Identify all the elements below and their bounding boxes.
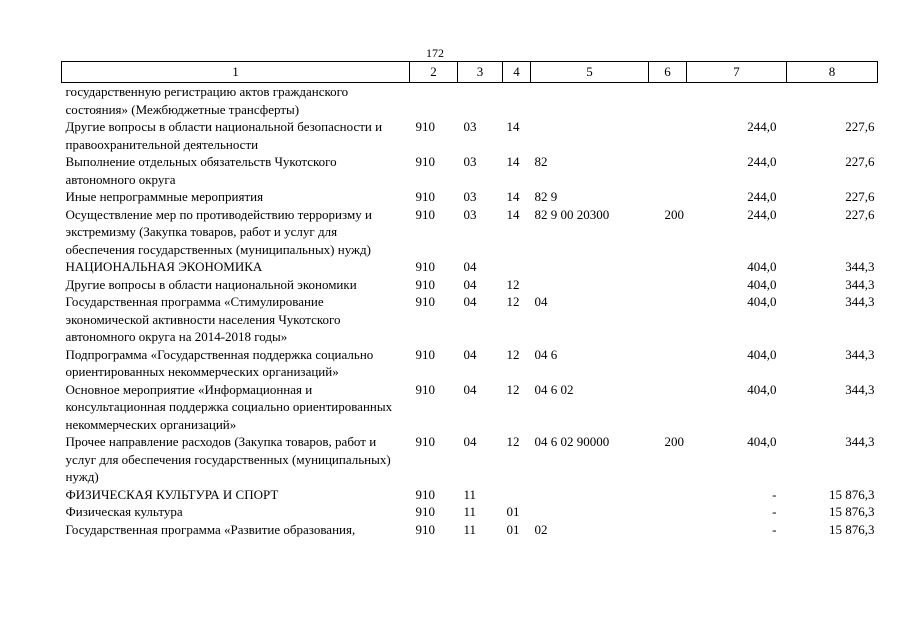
row-executed-amount: 15 876,3 [829,486,875,502]
row-name: Другие вопросы в области национальной безопасности и правоохранительной деятельности [65,119,383,152]
row-name: Осуществление мер по противодействию терроризму и экстремизму (Закупка товаров, работ и услуг для обеспечения государственных (муниципальных) нужд) [65,206,372,257]
row-section: 04 [463,434,477,449]
row-planned-amount: 244,0 [747,119,777,134]
row-executed-amount: 344,3 [845,259,875,274]
row-section: 04 [463,294,477,309]
row-name: Основное мероприятие «Информационная и консультационная поддержка социально ориентированных некоммерческих организаций» [65,381,393,432]
row-subsection: 01 [506,504,520,519]
row-name: Другие вопросы в области национальной экономики [65,276,357,292]
row-expense-type: 200 [664,434,684,449]
row-admin-code: 910 [415,504,435,519]
row-expense-type [649,83,687,119]
row-executed-amount: 344,3 [845,381,875,397]
row-expense-type [649,293,687,346]
table-row [62,293,878,346]
row-executed-amount: 227,6 [845,206,875,222]
row-subsection: 12 [506,381,520,397]
table-row [62,83,878,119]
row-planned-amount: 404,0 [747,381,777,397]
table-row [62,381,878,434]
row-subsection: 01 [506,521,520,537]
row-expense-type [649,153,687,188]
table-row [62,118,878,153]
column-header: 1 [62,62,410,83]
row-section: 04 [463,259,477,274]
row-name: Государственная программа «Развитие образования, [65,521,356,537]
row-subsection: 14 [506,189,520,204]
row-section: 03 [463,154,477,169]
row-target-item: 04 [534,294,548,309]
row-section: 11 [463,521,477,537]
row-executed-amount: 15 876,3 [829,504,875,519]
table-body [62,83,878,539]
row-section: 04 [463,346,477,362]
row-expense-type [649,188,687,206]
row-target-item: 04 6 02 [534,381,574,397]
row-expense-type [649,381,687,434]
row-planned-amount [687,83,787,119]
row-planned-amount: 404,0 [747,294,777,309]
row-admin-code: 910 [415,154,435,169]
page-number: 172 [426,46,444,60]
row-subsection: 12 [506,276,520,292]
table-row [62,486,878,504]
row-subsection: 12 [506,434,520,449]
row-section: 04 [463,381,477,397]
row-expense-type [649,276,687,294]
row-name: НАЦИОНАЛЬНАЯ ЭКОНОМИКА [65,259,263,274]
row-name: Иные непрограммные мероприятия [65,189,264,204]
row-expense-type [649,346,687,381]
table-row [62,258,878,276]
row-target-item: 04 6 02 90000 [534,434,610,449]
row-admin-code: 910 [415,276,435,292]
row-subsection [503,258,531,276]
row-target-item [531,258,649,276]
row-executed-amount: 15 876,3 [829,521,875,537]
row-target-item [531,503,649,521]
row-admin-code: 910 [415,381,435,397]
row-executed-amount: 344,3 [845,294,875,309]
table-row [62,521,878,539]
row-subsection: 12 [506,346,520,362]
row-target-item [531,118,649,153]
row-name: Выполнение отдельных обязательств Чукотского автономного округа [65,154,337,187]
row-name: государственную регистрацию актов гражданского состояния» (Межбюджетные трансферты) [65,84,349,117]
column-header: 3 [458,62,503,83]
row-target-item: 82 [534,154,548,169]
row-section: 03 [463,206,477,222]
row-name: Прочее направление расходов (Закупка товаров, работ и услуг для обеспечения государственных (муниципальных) нужд) [65,434,391,484]
row-expense-type [649,118,687,153]
row-admin-code: 910 [415,119,435,134]
table-row [62,206,878,259]
row-section: 11 [463,504,477,519]
row-planned-amount: 244,0 [747,206,777,222]
row-subsection [503,83,531,119]
column-header: 8 [787,62,878,83]
row-target-item: 82 9 [534,189,558,204]
row-planned-amount: - [772,521,777,537]
row-planned-amount: 404,0 [747,346,777,362]
table-header-row [62,62,878,83]
column-header: 5 [531,62,649,83]
row-name: Государственная программа «Стимулирование экономической активности населения Чукотского автономного округа на 2014-2018 годы» [65,294,341,344]
column-header: 2 [410,62,458,83]
row-planned-amount: - [772,486,777,502]
row-planned-amount: 404,0 [747,434,777,449]
row-name: Физическая культура [65,504,183,519]
row-subsection: 14 [506,154,520,169]
table-row [62,433,878,486]
table-row [62,346,878,381]
row-admin-code: 910 [415,346,435,362]
row-executed-amount: 344,3 [845,276,875,292]
row-admin-code: 910 [415,521,435,537]
table-row [62,276,878,294]
row-target-item: 82 9 00 20300 [534,206,610,222]
row-admin-code: 910 [415,486,435,502]
row-target-item [531,83,649,119]
table-row [62,503,878,521]
table-row [62,153,878,188]
row-expense-type [649,521,687,539]
row-section: 03 [463,189,477,204]
row-admin-code: 910 [415,294,435,309]
budget-table [61,61,878,538]
row-subsection: 14 [506,119,520,134]
row-executed-amount [787,83,878,119]
row-subsection: 14 [506,206,520,222]
row-expense-type [649,258,687,276]
row-expense-type: 200 [664,206,684,222]
row-target-item [531,486,649,504]
row-planned-amount: 404,0 [747,259,777,274]
row-admin-code: 910 [415,189,435,204]
row-section: 11 [463,486,477,502]
row-target-item [531,276,649,294]
row-planned-amount: 244,0 [747,154,777,169]
row-section: 03 [463,119,477,134]
column-header: 6 [649,62,687,83]
row-target-item: 04 6 [534,346,558,362]
row-subsection [503,486,531,504]
row-name: Подпрограмма «Государственная поддержка социально ориентированных некоммерческих организаций» [65,346,374,379]
row-executed-amount: 227,6 [845,119,875,134]
row-admin-code [410,83,458,119]
column-header: 7 [687,62,787,83]
row-name: ФИЗИЧЕСКАЯ КУЛЬТУРА И СПОРТ [65,486,279,502]
row-planned-amount: 244,0 [747,189,777,204]
row-executed-amount: 344,3 [845,434,875,449]
row-expense-type [649,486,687,504]
row-planned-amount: - [772,504,777,519]
row-target-item: 02 [534,521,548,537]
table-row [62,188,878,206]
row-subsection: 12 [506,294,520,309]
column-header: 4 [503,62,531,83]
row-expense-type [649,503,687,521]
row-admin-code: 910 [415,206,435,222]
row-section: 04 [463,276,477,292]
row-executed-amount: 227,6 [845,154,875,169]
row-section [458,83,503,119]
row-admin-code: 910 [415,434,435,449]
row-planned-amount: 404,0 [747,276,777,292]
row-executed-amount: 227,6 [845,189,875,204]
row-executed-amount: 344,3 [845,346,875,362]
row-admin-code: 910 [415,259,435,274]
